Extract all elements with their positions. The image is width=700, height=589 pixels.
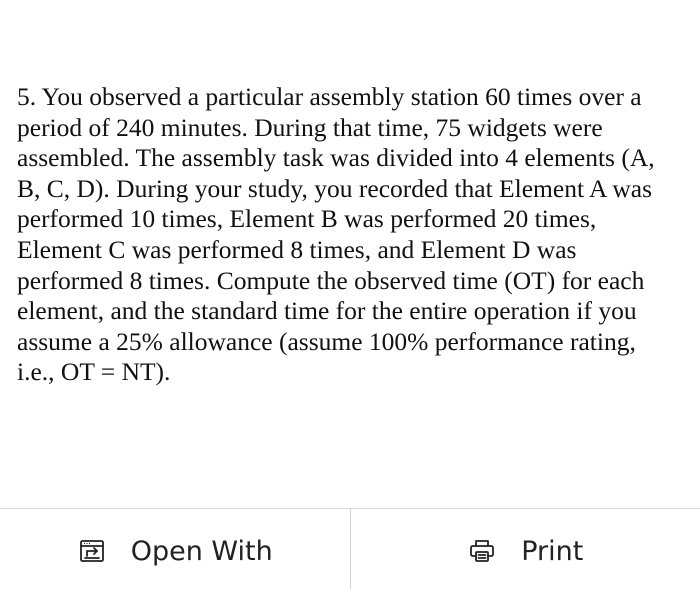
problem-line: Element C was performed 8 times, and Element D was xyxy=(17,235,689,266)
problem-line: assume a 25% allowance (assume 100% performance rating, xyxy=(17,327,689,358)
open-with-label: Open With xyxy=(131,536,273,567)
problem-statement xyxy=(17,82,689,388)
problem-line: performed 8 times. Compute the observed time (OT) for each xyxy=(17,266,689,297)
problem-line: assembled. The assembly task was divided into 4 elements (A, xyxy=(17,143,689,174)
print-button[interactable] xyxy=(351,509,700,589)
print-label: Print xyxy=(521,536,583,567)
problem-line: B, C, D). During your study, you recorded that Element A was xyxy=(17,174,689,205)
printer-icon xyxy=(467,536,497,566)
problem-line: period of 240 minutes. During that time, 75 widgets were xyxy=(17,113,689,144)
action-bar xyxy=(0,508,700,589)
problem-line: element, and the standard time for the entire operation if you xyxy=(17,296,689,327)
problem-line: i.e., OT = NT). xyxy=(17,357,689,388)
open-with-icon xyxy=(77,536,107,566)
open-with-button[interactable] xyxy=(0,509,351,589)
problem-line: performed 10 times, Element B was performed 20 times, xyxy=(17,204,689,235)
problem-line: 5. You observed a particular assembly station 60 times over a xyxy=(17,82,689,113)
